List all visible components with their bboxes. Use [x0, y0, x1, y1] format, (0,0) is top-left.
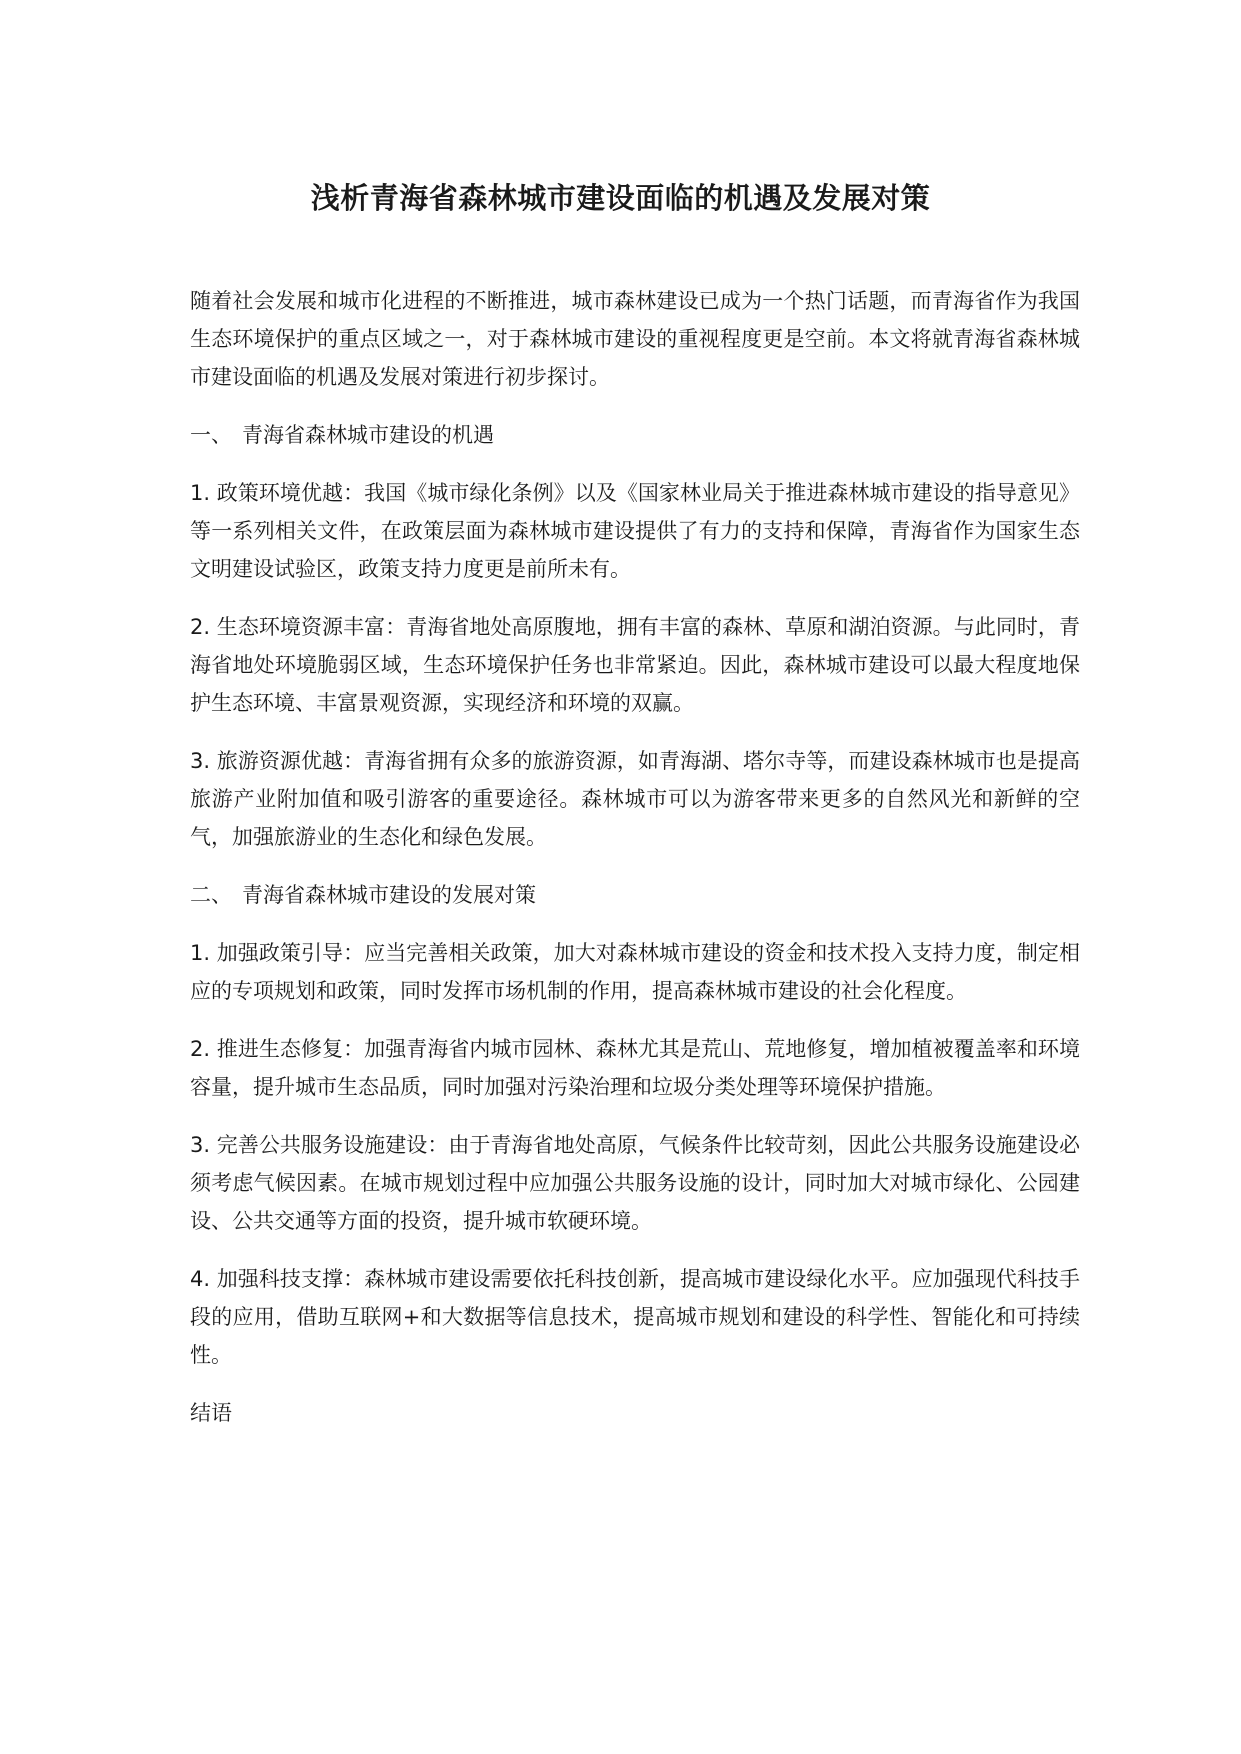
section-2-number: 二、	[190, 883, 232, 907]
section-2-heading	[190, 876, 1080, 914]
section-2-item-4: 4. 加强科技支撑：森林城市建设需要依托科技创新，提高城市建设绿化水平。应加强现代科技手段的应用，借助互联网+和大数据等信息技术，提高城市规划和建设的科学性、智能化和可持续性。	[190, 1267, 1080, 1367]
section-1-title: 青海省森林城市建设的机遇	[242, 423, 494, 447]
section-2-item-1: 1. 加强政策引导：应当完善相关政策，加大对森林城市建设的资金和技术投入支持力度，制定相应的专项规划和政策，同时发挥市场机制的作用，提高森林城市建设的社会化程度。	[190, 941, 1080, 1003]
section-1-number: 一、	[190, 423, 232, 447]
section-2-item-2: 2. 推进生态修复：加强青海省内城市园林、森林尤其是荒山、荒地修复，增加植被覆盖率和环境容量，提升城市生态品质，同时加强对污染治理和垃圾分类处理等环境保护措施。	[190, 1037, 1080, 1099]
intro-paragraph: 随着社会发展和城市化进程的不断推进，城市森林建设已成为一个热门话题，而青海省作为我国生态环境保护的重点区域之一，对于森林城市建设的重视程度更是空前。本文将就青海省森林城市建设面临的机遇及发展对策进行初步探讨。	[190, 289, 1080, 389]
section-1-item-2: 2. 生态环境资源丰富：青海省地处高原腹地，拥有丰富的森林、草原和湖泊资源。与此同时，青海省地处环境脆弱区域，生态环境保护任务也非常紧迫。因此，森林城市建设可以最大程度地保护生态环境、丰富景观资源，实现经济和环境的双赢。	[190, 615, 1080, 715]
conclusion-heading: 结语	[190, 1401, 232, 1425]
section-1-item-3: 3. 旅游资源优越：青海省拥有众多的旅游资源，如青海湖、塔尔寺等，而建设森林城市也是提高旅游产业附加值和吸引游客的重要途径。森林城市可以为游客带来更多的自然风光和新鲜的空气，加强旅游业的生态化和绿色发展。	[190, 749, 1080, 849]
section-1-heading	[190, 416, 1080, 454]
section-2-item-3: 3. 完善公共服务设施建设：由于青海省地处高原，气候条件比较苛刻，因此公共服务设施建设必须考虑气候因素。在城市规划过程中应加强公共服务设施的设计，同时加大对城市绿化、公园建设、公共交通等方面的投资，提升城市软硬环境。	[190, 1133, 1080, 1233]
section-2-title: 青海省森林城市建设的发展对策	[242, 883, 536, 907]
document-title: 浅析青海省森林城市建设面临的机遇及发展对策	[310, 181, 931, 215]
section-1-item-1: 1. 政策环境优越：我国《城市绿化条例》以及《国家林业局关于推进森林城市建设的指导意见》等一系列相关文件，在政策层面为森林城市建设提供了有力的支持和保障，青海省作为国家生态文明建设试验区，政策支持力度更是前所未有。	[190, 481, 1080, 581]
document-body	[190, 282, 1080, 1452]
